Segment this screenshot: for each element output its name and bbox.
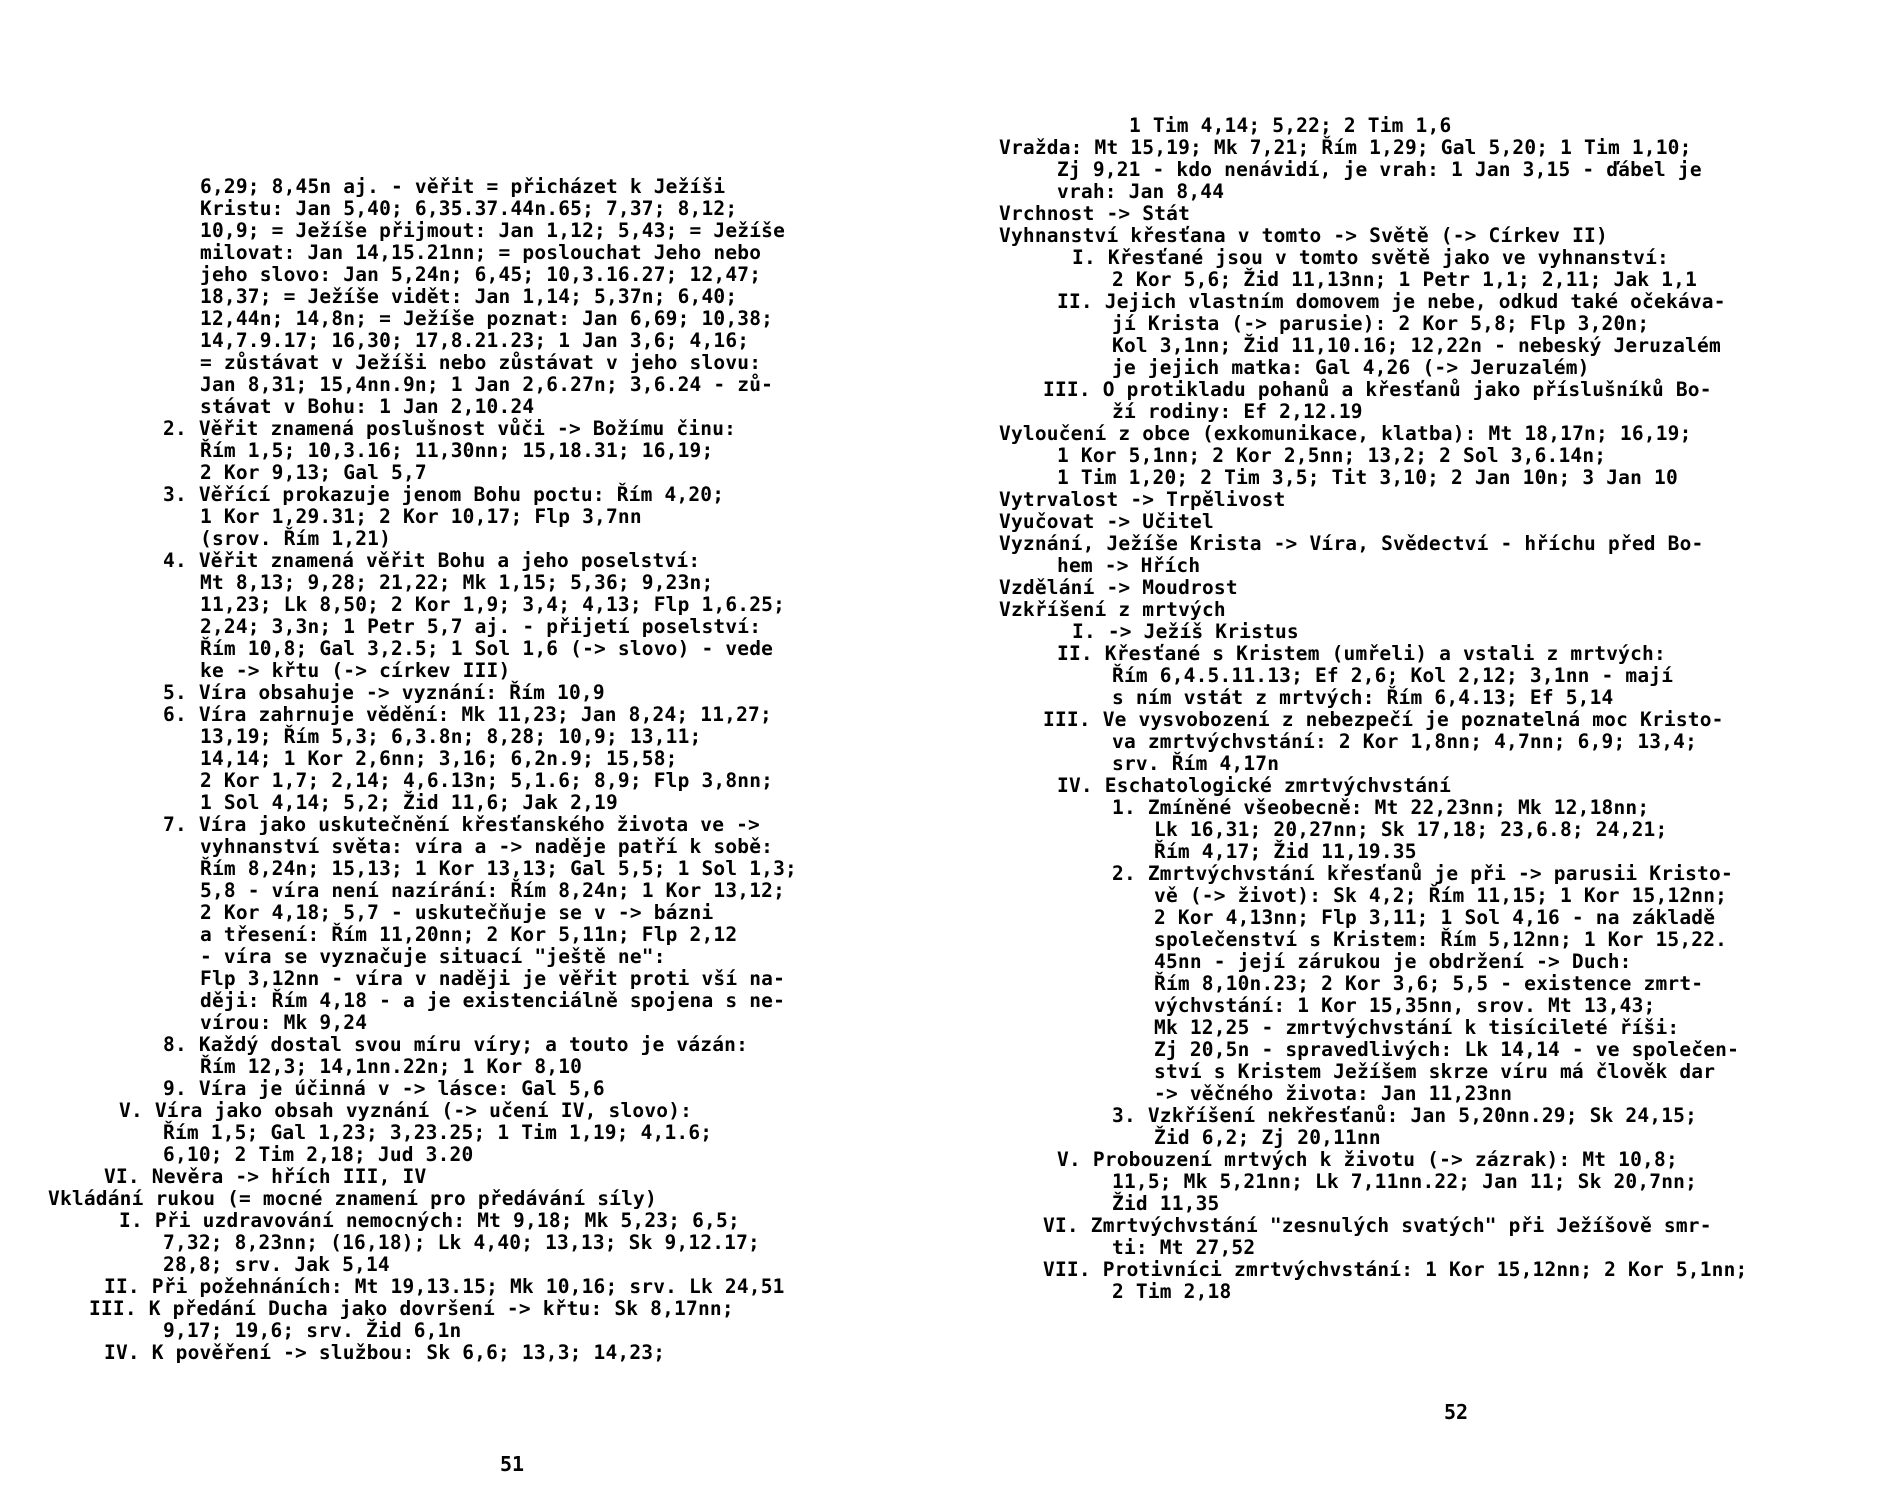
- text-line: srv. Řím 4,17n: [1112, 752, 1280, 775]
- text-line: stávat v Bohu: 1 Jan 2,10.24: [200, 395, 535, 418]
- text-line: Vzdělání -> Moudrost: [999, 576, 1238, 599]
- text-line: 6,29; 8,45n aj. - věřit = přicházet k Ježíši: [200, 175, 726, 198]
- text-line: 1 Tim 4,14; 5,22; 2 Tim 1,6: [1129, 114, 1452, 137]
- text-line: 45nn - její zárukou je obdržení -> Duch:: [1154, 950, 1632, 973]
- text-line: V. Víra jako obsah vyznání (-> učení IV, slovo):: [119, 1099, 693, 1122]
- text-line: Řím 8,10n.23; 2 Kor 3,6; 5,5 - existence zmrt-: [1154, 972, 1704, 995]
- text-line: s ním vstát z mrtvých: Řím 6,4.13; Ef 5,14: [1112, 686, 1614, 709]
- text-line: ti: Mt 27,52: [1112, 1236, 1256, 1259]
- text-line: 28,8; srv. Jak 5,14: [163, 1253, 390, 1276]
- text-line: jí Krista (-> parusie): 2 Kor 5,8; Flp 3,20n;: [1112, 312, 1650, 335]
- text-line: je jejich matka: Gal 4,26 (-> Jeruzalém): [1112, 356, 1590, 379]
- text-line: Lk 16,31; 20,27nn; Sk 17,18; 23,6.8; 24,21;: [1154, 818, 1668, 841]
- text-line: VII. Protivníci zmrtvýchvstání: 1 Kor 15,12nn; 2 Kor 5,1nn;: [1043, 1258, 1748, 1281]
- text-line: Řím 10,8; Gal 3,2.5; 1 Sol 1,6 (-> slovo) - vede: [200, 637, 774, 660]
- text-line: Vyloučení z obce (exkomunikace, klatba): Mt 18,17n; 16,19;: [999, 422, 1692, 445]
- text-line: I. -> Ježíš Kristus: [1072, 620, 1299, 643]
- text-line: 14,7.9.17; 16,30; 17,8.21.23; 1 Jan 3,6; 4,16;: [200, 329, 750, 352]
- text-line: Vyučovat -> Učitel: [999, 510, 1214, 533]
- text-line: III. Ve vysvobození z nebezpečí je poznatelná moc Kristo-: [1043, 708, 1724, 731]
- text-line: ději: Řím 4,18 - a je existenciálně spojena s ne-: [200, 989, 786, 1012]
- text-line: Žid 11,35: [1112, 1192, 1220, 1215]
- page-number: 52: [1444, 1400, 1469, 1424]
- text-line: Řím 1,5; Gal 1,23; 3,23.25; 1 Tim 1,19; 4,1.6;: [163, 1121, 713, 1144]
- text-line: VI. Nevěra -> hřích III, IV: [104, 1165, 427, 1188]
- text-line: milovat: Jan 14,15.21nn; = poslouchat Jeho nebo: [200, 241, 762, 264]
- text-line: Žid 6,2; Zj 20,11nn: [1154, 1126, 1381, 1149]
- text-line: 14,14; 1 Kor 2,6nn; 3,16; 6,2n.9; 15,58;: [200, 747, 678, 770]
- text-line: ství s Kristem Ježíšem skrze víru má člověk dar: [1154, 1060, 1716, 1083]
- text-line: 5. Víra obsahuje -> vyznání: Řím 10,9: [163, 681, 605, 704]
- text-line: 1 Tim 1,20; 2 Tim 3,5; Tit 3,10; 2 Jan 10n; 3 Jan 10: [1057, 466, 1678, 489]
- text-line: I. Při uzdravování nemocných: Mt 9,18; Mk 5,23; 6,5;: [119, 1209, 740, 1232]
- text-line: 1 Kor 5,1nn; 2 Kor 2,5nn; 13,2; 2 Sol 3,6.14n;: [1057, 444, 1607, 467]
- text-line: 13,19; Řím 5,3; 6,3.8n; 8,28; 10,9; 13,11;: [200, 725, 702, 748]
- text-line: va zmrtvýchvstání: 2 Kor 1,8nn; 4,7nn; 6,9; 13,4;: [1112, 730, 1698, 753]
- text-line: 1 Kor 1,29.31; 2 Kor 10,17; Flp 3,7nn: [200, 505, 642, 528]
- text-line: 8. Každý dostal svou míru víry; a touto je vázán:: [163, 1033, 749, 1056]
- text-line: 5,8 - víra není nazírání: Řím 8,24n; 1 Kor 13,12;: [200, 879, 786, 902]
- text-line: 11,23; Lk 8,50; 2 Kor 1,9; 3,4; 4,13; Flp 1,6.25;: [200, 593, 786, 616]
- text-line: IV. K pověření -> službou: Sk 6,6; 13,3; 14,23;: [104, 1341, 666, 1364]
- text-line: II. Jejich vlastním domovem je nebe, odkud také očekáva-: [1057, 290, 1726, 313]
- text-line: 3. Věřící prokazuje jenom Bohu poctu: Řím 4,20;: [163, 483, 725, 506]
- text-line: Řím 6,4.5.11.13; Ef 2,6; Kol 2,12; 3,1nn - mají: [1112, 664, 1674, 687]
- text-line: Kol 3,1nn; Žid 11,10.16; 12,22n - nebeský Jeruzalém: [1112, 334, 1721, 357]
- text-line: 3. Vzkříšení nekřesťanů: Jan 5,20nn.29; Sk 24,15;: [1112, 1104, 1698, 1127]
- text-line: 2. Věřit znamená poslušnost vůči -> Božímu činu:: [163, 417, 737, 440]
- text-line: 2 Kor 9,13; Gal 5,7: [200, 461, 427, 484]
- text-line: Vzkříšení z mrtvých: [999, 598, 1226, 621]
- text-line: = zůstávat v Ježíši nebo zůstávat v jeho slovu:: [200, 351, 762, 374]
- text-line: a třesení: Řím 11,20nn; 2 Kor 5,11n; Flp 2,12: [200, 923, 738, 946]
- text-line: Vkládání rukou (= mocné znamení pro předávání síly): [48, 1187, 657, 1210]
- text-line: III. K předání Ducha jako dovršení -> křtu: Sk 8,17nn;: [89, 1297, 734, 1320]
- text-line: II. Při požehnáních: Mt 19,13.15; Mk 10,16; srv. Lk 24,51: [104, 1275, 785, 1298]
- text-line: 9. Víra je účinná v -> lásce: Gal 5,6: [163, 1077, 605, 1100]
- text-line: ží rodiny: Ef 2,12.19: [1112, 400, 1363, 423]
- text-line: IV. Eschatologické zmrtvýchvstání: [1057, 774, 1452, 797]
- text-line: hem -> Hřích: [1057, 554, 1201, 577]
- text-line: 7. Víra jako uskutečnění křesťanského života ve ->: [163, 813, 760, 836]
- text-line: 2 Tim 2,18: [1112, 1280, 1232, 1303]
- text-line: Řím 12,3; 14,1nn.22n; 1 Kor 8,10: [200, 1055, 583, 1078]
- text-line: -> věčného života: Jan 11,23nn: [1154, 1082, 1513, 1105]
- text-line: Řím 1,5; 10,3.16; 11,30nn; 15,18.31; 16,19;: [200, 439, 714, 462]
- text-line: společenství s Kristem: Řím 5,12nn; 1 Kor 15,22.: [1154, 928, 1728, 951]
- text-line: Vytrvalost -> Trpělivost: [999, 488, 1286, 511]
- text-line: V. Probouzení mrtvých k životu (-> zázrak): Mt 10,8;: [1057, 1148, 1678, 1171]
- text-line: vyhnanství světa: víra a -> naděje patří k sobě:: [200, 835, 774, 858]
- text-line: Řím 4,17; Žid 11,19.35: [1154, 840, 1417, 863]
- text-line: 2,24; 3,3n; 1 Petr 5,7 aj. - přijetí poselství:: [200, 615, 762, 638]
- text-line: 9,17; 19,6; srv. Žid 6,1n: [163, 1319, 462, 1342]
- text-line: Řím 8,24n; 15,13; 1 Kor 13,13; Gal 5,5; 1 Sol 1,3;: [200, 857, 797, 880]
- text-line: - víra se vyznačuje situací "ještě ne":: [200, 945, 666, 968]
- text-line: 2 Kor 4,13nn; Flp 3,11; 1 Sol 4,16 - na základě: [1154, 906, 1716, 929]
- text-line: Zj 20,5n - spravedlivých: Lk 14,14 - ve společen-: [1154, 1038, 1740, 1061]
- text-line: III. O protikladu pohanů a křesťanů jako příslušníků Bo-: [1043, 378, 1712, 401]
- text-line: výchvstání: 1 Kor 15,35nn, srov. Mt 13,43;: [1154, 994, 1656, 1017]
- text-line: vírou: Mk 9,24: [200, 1011, 368, 1034]
- text-line: 2 Kor 1,7; 2,14; 4,6.13n; 5,1.6; 8,9; Flp 3,8nn;: [200, 769, 774, 792]
- text-line: Vyhnanství křesťana v tomto -> Světě (-> Církev II): [999, 224, 1608, 247]
- text-line: 10,9; = Ježíše přijmout: Jan 1,12; 5,43; = Ježíše: [200, 219, 786, 242]
- text-line: jeho slovo: Jan 5,24n; 6,45; 10,3.16.27; 12,47;: [200, 263, 762, 286]
- text-line: 11,5; Mk 5,21nn; Lk 7,11nn.22; Jan 11; Sk 20,7nn;: [1112, 1170, 1698, 1193]
- text-line: ke -> křtu (-> církev III): [200, 659, 511, 682]
- text-line: 2. Zmrtvýchvstání křesťanů je při -> parusii Kristo-: [1112, 862, 1733, 885]
- page-number: 51: [500, 1452, 525, 1476]
- text-line: II. Křesťané s Kristem (umřeli) a vstali z mrtvých:: [1057, 642, 1666, 665]
- text-line: 7,32; 8,23nn; (16,18); Lk 4,40; 13,13; Sk 9,12.17;: [163, 1231, 760, 1254]
- text-line: Flp 3,12nn - víra v naději je věřit proti vší na-: [200, 967, 786, 990]
- text-line: vě (-> život): Sk 4,2; Řím 11,15; 1 Kor 15,12nn;: [1154, 884, 1728, 907]
- text-line: Jan 8,31; 15,4nn.9n; 1 Jan 2,6.27n; 3,6.24 - zů-: [200, 373, 774, 396]
- text-line: 2 Kor 5,6; Žid 11,13nn; 1 Petr 1,1; 2,11; Jak 1,1: [1112, 268, 1698, 291]
- text-line: 12,44n; 14,8n; = Ježíše poznat: Jan 6,69; 10,38;: [200, 307, 774, 330]
- text-line: 2 Kor 4,18; 5,7 - uskutečňuje se v -> bázni: [200, 901, 714, 924]
- text-line: vrah: Jan 8,44: [1057, 180, 1225, 203]
- text-line: (srov. Řím 1,21): [200, 527, 392, 550]
- text-line: 6. Víra zahrnuje vědění: Mk 11,23; Jan 8,24; 11,27;: [163, 703, 772, 726]
- text-line: Vrchnost -> Stát: [999, 202, 1191, 225]
- text-line: Kristu: Jan 5,40; 6,35.37.44n.65; 7,37; 8,12;: [200, 197, 738, 220]
- text-line: I. Křesťané jsou v tomto světě jako ve vyhnanství:: [1072, 246, 1669, 269]
- text-line: Mt 8,13; 9,28; 21,22; Mk 1,15; 5,36; 9,23n;: [200, 571, 714, 594]
- text-line: Vyznání, Ježíše Krista -> Víra, Svědectví - hříchu před Bo-: [999, 532, 1704, 555]
- text-line: 4. Věřit znamená věřit Bohu a jeho poselství:: [163, 549, 701, 572]
- text-line: Mk 12,25 - zmrtvýchvstání k tisícileté říši:: [1154, 1016, 1680, 1039]
- right-page: [949, 0, 1898, 1500]
- text-line: Zj 9,21 - kdo nenávidí, je vrah: 1 Jan 3,15 - ďábel je: [1057, 158, 1702, 181]
- text-line: 18,37; = Ježíše vidět: Jan 1,14; 5,37n; 6,40;: [200, 285, 738, 308]
- text-line: 1 Sol 4,14; 5,2; Žid 11,6; Jak 2,19: [200, 791, 618, 814]
- text-line: 6,10; 2 Tim 2,18; Jud 3.20: [163, 1143, 474, 1166]
- text-line: 1. Zmíněné všeobecně: Mt 22,23nn; Mk 12,18nn;: [1112, 796, 1650, 819]
- text-line: VI. Zmrtvýchvstání "zesnulých svatých" při Ježíšově smr-: [1043, 1214, 1712, 1237]
- text-line: Vražda: Mt 15,19; Mk 7,21; Řím 1,29; Gal 5,20; 1 Tim 1,10;: [999, 136, 1692, 159]
